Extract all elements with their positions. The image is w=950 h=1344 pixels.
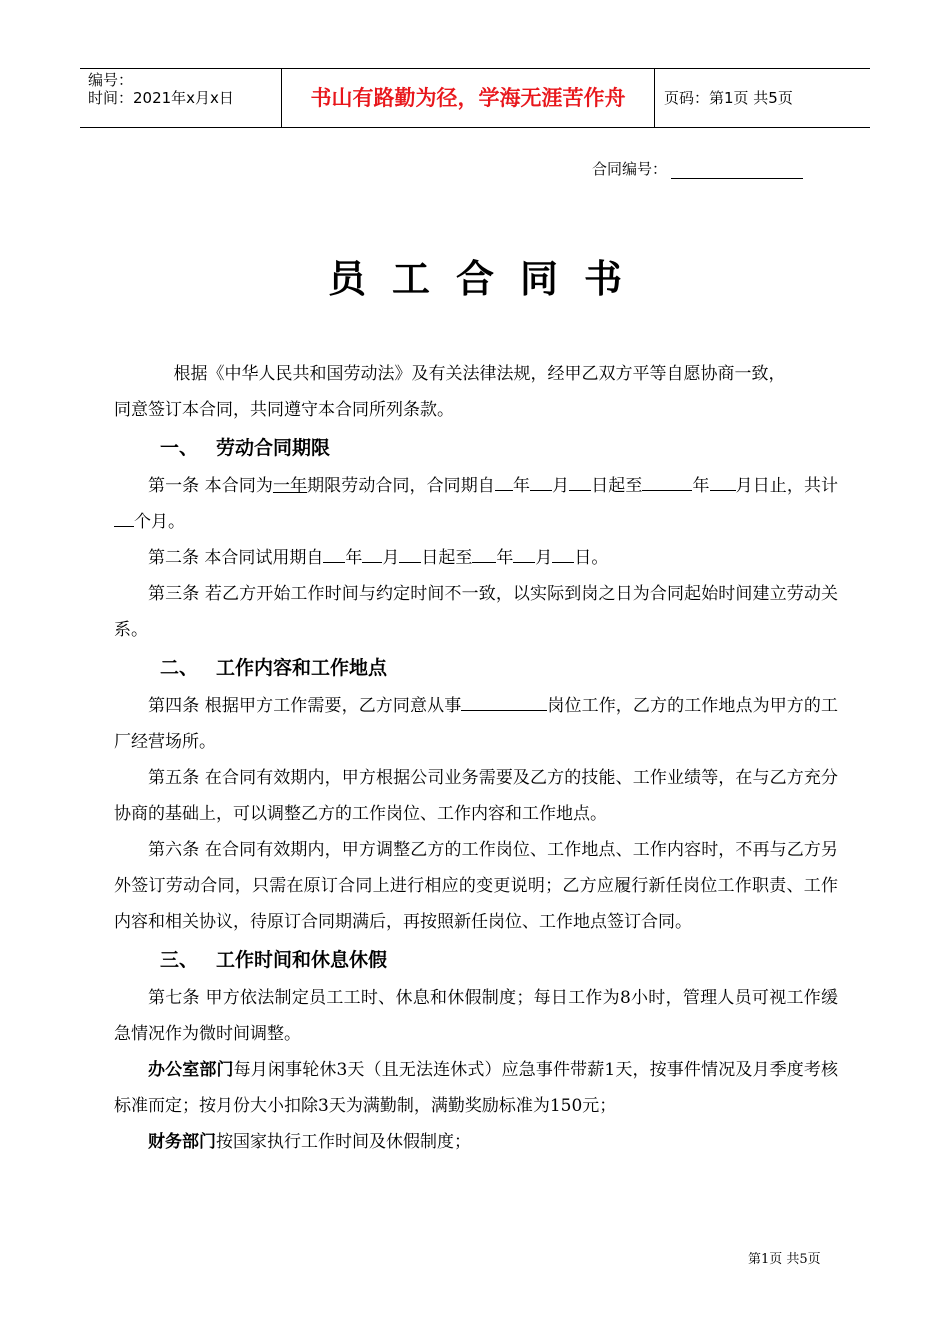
finance-dept-label: 财务部门 bbox=[148, 1132, 216, 1152]
page-footer: 第1页 共5页 bbox=[748, 1252, 821, 1267]
contract-number-label: 合同编号： bbox=[592, 160, 668, 178]
article-5: 第五条 在合同有效期内，甲方根据公司业务需要及乙方的技能、工作业绩等，在与乙方充分协商的基础上，可以调整乙方的工作岗位、工作内容和工作地点。 bbox=[114, 768, 838, 824]
header-info-cell bbox=[80, 69, 280, 127]
article-6: 第六条 在合同有效期内，甲方调整乙方的工作岗位、工作地点、工作内容时，不再与乙方另外签订劳动合同，只需在原订合同上进行相应的变更说明；乙方应履行新任岗位工作职责、工作内容和相关协议，待原订合同期满后，再按照新任岗位、工作地点签订合同。 bbox=[114, 840, 838, 932]
section-heading-1: 一、 劳动合同期限 bbox=[160, 437, 331, 459]
header-motto: 书山有路勤为径，学海无涯苦作舟 bbox=[281, 69, 655, 127]
office-dept-rule: 办公室部门每月闲事轮休3天（且无法连休式）应急事件带薪1天，按事件情况及月季度考核标准而定；按月份大小扣除3天为满勤制，满勤奖励标准为150元； bbox=[114, 1060, 838, 1116]
section-heading-2: 二、 工作内容和工作地点 bbox=[160, 657, 388, 679]
contract-number bbox=[592, 158, 803, 179]
article-1: 第一条 本合同为一年期限劳动合同，合同期自 年 月 日起至 年 月日止，共计个月。 bbox=[114, 468, 838, 540]
article-7: 第七条 甲方依法制定员工工时、休息和休假制度；每日工作为8小时，管理人员可视工作缓急情况作为微时间调整。 bbox=[114, 988, 838, 1044]
article-2: 第二条 本合同试用期自 年 月 日起至 年 月 日。 bbox=[114, 540, 838, 576]
document-body bbox=[114, 356, 838, 1160]
office-dept-label: 办公室部门 bbox=[148, 1060, 234, 1080]
intro-line-1: 根据《中华人民共和国劳动法》及有关法律法规，经甲乙双方平等自愿协商一致， bbox=[173, 364, 786, 384]
time-label: 时间：2021年x月x日 bbox=[88, 89, 234, 107]
number-label: 编号： bbox=[88, 71, 134, 89]
document-title: 员工合同书 bbox=[327, 257, 648, 301]
intro-line-2: 同意签订本合同，共同遵守本合同所列条款。 bbox=[114, 400, 454, 420]
header-table bbox=[80, 68, 870, 128]
contract-number-blank bbox=[671, 162, 803, 179]
section-heading-3: 三、 工作时间和休息休假 bbox=[160, 949, 388, 971]
article-3: 第三条 若乙方开始工作时间与约定时间不一致，以实际到岗之日为合同起始时间建立劳动关系。 bbox=[114, 584, 838, 640]
finance-dept-rule: 财务部门按国家执行工作时间及休假制度； bbox=[148, 1132, 471, 1152]
header-page-label: 页码：第1页 共5页 bbox=[664, 89, 793, 107]
article-4: 第四条 根据甲方工作需要，乙方同意从事 岗位工作，乙方的工作地点为甲方的工厂经营场所。 bbox=[114, 688, 838, 760]
